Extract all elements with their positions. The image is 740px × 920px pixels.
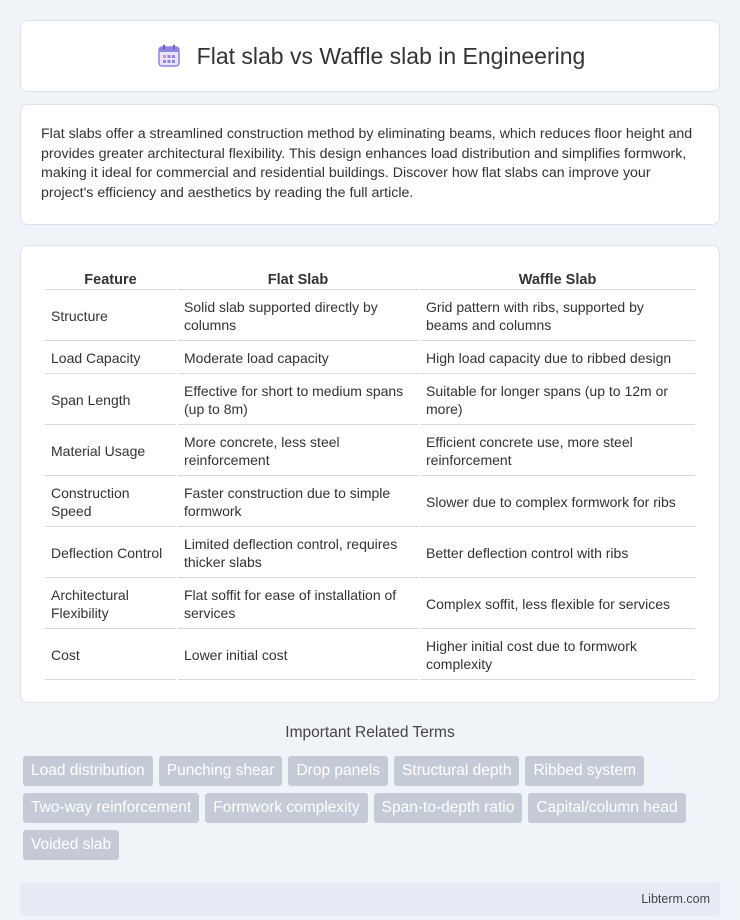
term-tag-formwork-complexity[interactable]: Formwork complexity — [205, 793, 367, 823]
table-cell-waffle: Efficient concrete use, more steel reinforcement — [420, 427, 695, 476]
table-row — [45, 427, 695, 476]
table-header-row — [45, 268, 695, 290]
table-cell-feature: Span Length — [45, 376, 176, 425]
comparison-card — [20, 245, 720, 703]
related-terms-title: Important Related Terms — [285, 724, 455, 741]
term-tag-two-way-reinforcement[interactable]: Two-way reinforcement — [23, 793, 199, 823]
table-cell-feature: Architectural Flexibility — [45, 580, 176, 629]
table-row — [45, 478, 695, 527]
table-cell-waffle: Higher initial cost due to formwork complexity — [420, 631, 695, 680]
table-cell-flat: Faster construction due to simple formwork — [178, 478, 418, 527]
table-cell-waffle: High load capacity due to ribbed design — [420, 343, 695, 374]
table-row — [45, 529, 695, 578]
table-row — [45, 580, 695, 629]
table-row — [45, 376, 695, 425]
table-cell-feature: Construction Speed — [45, 478, 176, 527]
table-cell-flat: Solid slab supported directly by columns — [178, 292, 418, 341]
intro-card — [20, 104, 720, 225]
term-tag-span-to-depth-ratio[interactable]: Span-to-depth ratio — [374, 793, 523, 823]
table-cell-feature: Load Capacity — [45, 343, 176, 374]
table-cell-waffle: Better deflection control with ribs — [420, 529, 695, 578]
term-tag-capital-column-head[interactable]: Capital/column head — [528, 793, 685, 823]
table-cell-feature: Deflection Control — [45, 529, 176, 578]
term-tag-voided-slab[interactable]: Voided slab — [23, 830, 119, 860]
header-flat-slab: Flat Slab — [178, 268, 418, 290]
table-cell-flat: Flat soffit for ease of installation of services — [178, 580, 418, 629]
term-tag-load-distribution[interactable]: Load distribution — [23, 756, 153, 786]
table-cell-feature: Structure — [45, 292, 176, 341]
table-cell-flat: Effective for short to medium spans (up to 8m) — [178, 376, 418, 425]
table-cell-waffle: Complex soffit, less flexible for services — [420, 580, 695, 629]
table-cell-waffle: Slower due to complex formwork for ribs — [420, 478, 695, 527]
term-tag-punching-shear[interactable]: Punching shear — [159, 756, 283, 786]
table-cell-flat: Lower initial cost — [178, 631, 418, 680]
table-cell-feature: Material Usage — [45, 427, 176, 476]
table-row — [45, 631, 695, 680]
intro-text: Flat slabs offer a streamlined construction method by eliminating beams, which reduces floor height and provides greater architectural flexibility. This design enhances load distribution and simplifies formwork, making it ideal for commercial and residential buildings. Discover how flat slabs can improve your project's efficiency and aesthetics by reading the full article. — [41, 126, 693, 201]
comparison-table — [43, 266, 697, 682]
table-row — [45, 343, 695, 374]
table-cell-waffle: Suitable for longer spans (up to 12m or more) — [420, 376, 695, 425]
table-cell-feature: Cost — [45, 631, 176, 680]
term-tag-ribbed-system[interactable]: Ribbed system — [525, 756, 644, 786]
footer — [20, 882, 720, 916]
header-feature: Feature — [45, 268, 176, 290]
page-title: Flat slab vs Waffle slab in Engineering — [196, 42, 586, 69]
term-tag-structural-depth[interactable]: Structural depth — [394, 756, 519, 786]
term-tag-drop-panels[interactable]: Drop panels — [288, 756, 388, 786]
footer-site-link[interactable]: Libterm.com — [641, 892, 710, 906]
calendar-grid-icon — [155, 42, 183, 70]
table-cell-flat: Limited deflection control, requires thicker slabs — [178, 529, 418, 578]
table-cell-flat: Moderate load capacity — [178, 343, 418, 374]
related-terms-list — [20, 756, 720, 860]
table-cell-flat: More concrete, less steel reinforcement — [178, 427, 418, 476]
table-cell-waffle: Grid pattern with ribs, supported by beams and columns — [420, 292, 695, 341]
table-row — [45, 292, 695, 341]
header-waffle-slab: Waffle Slab — [420, 268, 695, 290]
header-card — [20, 20, 720, 92]
